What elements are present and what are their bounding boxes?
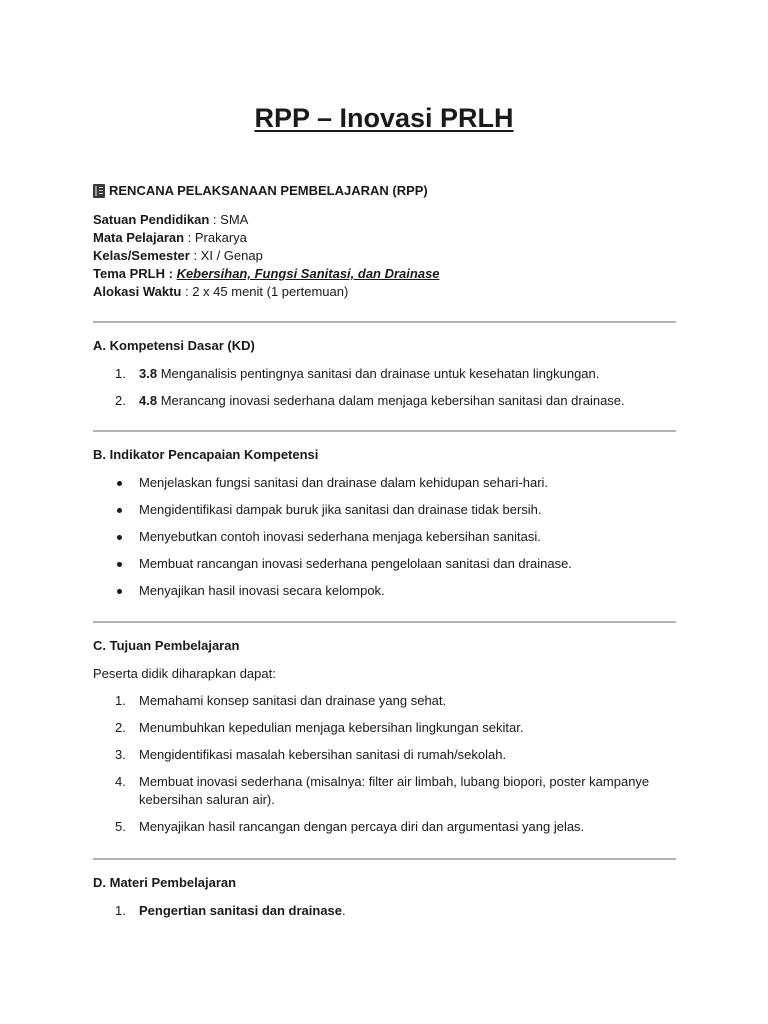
bullet-icon <box>117 535 122 540</box>
section-d-title: D. Materi Pembelajaran <box>93 875 237 890</box>
list-item <box>93 501 676 519</box>
section-b-title: B. Indikator Pencapaian Kompetensi <box>93 447 319 462</box>
section-b-list <box>93 474 676 600</box>
meta-row-kelas <box>93 247 676 265</box>
list-item <box>93 746 676 764</box>
section-divider <box>93 621 676 623</box>
list-item <box>93 582 676 600</box>
mapel-label: Mata Pelajaran <box>93 230 185 245</box>
identity-block <box>93 211 676 301</box>
list-number: 3. <box>115 747 126 762</box>
list-number: 4. <box>115 774 126 789</box>
objective-text: Memahami konsep sanitasi dan drainase yang sehat. <box>139 693 447 708</box>
list-item <box>93 555 676 573</box>
tema-value: Kebersihan, Fungsi Sanitasi, dan Drainase <box>176 266 440 281</box>
list-item <box>93 365 676 383</box>
page-title-text: RPP – Inovasi PRLH <box>254 103 514 133</box>
section-a-title: A. Kompetensi Dasar (KD) <box>93 338 255 353</box>
section-c-intro: Peserta didik diharapkan dapat: <box>93 666 276 681</box>
meta-row-alokasi <box>93 283 676 301</box>
list-item <box>93 392 676 410</box>
alokasi-value: : 2 x 45 menit (1 pertemuan) <box>181 284 349 299</box>
indicator-text: Menyajikan hasil inovasi secara kelompok. <box>139 583 385 598</box>
list-number: 1. <box>115 903 126 918</box>
section-a-list <box>93 365 676 410</box>
list-number: 2. <box>115 720 126 735</box>
indicator-text: Mengidentifikasi dampak buruk jika sanitasi dan drainase tidak bersih. <box>139 502 542 517</box>
material-suffix: . <box>342 903 346 918</box>
bullet-icon <box>117 508 122 513</box>
bullet-icon <box>117 589 122 594</box>
objective-text: Menumbuhkan kepedulian menjaga kebersihan lingkungan sekitar. <box>139 720 524 735</box>
kd-text: Merancang inovasi sederhana dalam menjaga kebersihan sanitasi dan drainase. <box>157 393 625 408</box>
material-text: Pengertian sanitasi dan drainase <box>139 903 343 918</box>
section-d-list <box>93 902 676 920</box>
list-item <box>93 692 676 710</box>
objective-text: Mengidentifikasi masalah kebersihan sanitasi di rumah/sekolah. <box>139 747 507 762</box>
bullet-icon <box>117 562 122 567</box>
tema-label: Tema PRLH <box>93 266 165 281</box>
section-c-title: C. Tujuan Pembelajaran <box>93 638 240 653</box>
meta-row-satuan <box>93 211 676 229</box>
kd-code: 3.8 <box>139 366 158 381</box>
list-item <box>93 474 676 492</box>
indicator-text: Menyebutkan contoh inovasi sederhana menjaga kebersihan sanitasi. <box>139 529 541 544</box>
rpp-heading-text: RENCANA PELAKSANAAN PEMBELAJARAN (RPP) <box>109 183 428 198</box>
mapel-value: : Prakarya <box>184 230 247 245</box>
list-item <box>93 773 676 809</box>
book-icon <box>93 184 105 198</box>
objective-text: Menyajikan hasil rancangan dengan percaya diri dan argumentasi yang jelas. <box>139 819 585 834</box>
section-divider <box>93 321 676 323</box>
kelas-value: : XI / Genap <box>189 248 263 263</box>
list-item <box>93 818 676 836</box>
page-title <box>0 100 768 136</box>
kd-code: 4.8 <box>139 393 158 408</box>
kelas-label: Kelas/Semester <box>93 248 190 263</box>
satuan-value: : SMA <box>209 212 249 227</box>
section-divider <box>93 858 676 860</box>
objective-text: Membuat inovasi sederhana (misalnya: filter air limbah, lubang biopori, poster kampanye kebersihan saluran air). <box>139 774 650 807</box>
list-item <box>93 528 676 546</box>
bullet-icon <box>117 481 122 486</box>
meta-row-mapel <box>93 229 676 247</box>
list-number: 1. <box>115 366 126 381</box>
list-number: 2. <box>115 393 126 408</box>
kd-text: Menganalisis pentingnya sanitasi dan drainase untuk kesehatan lingkungan. <box>157 366 600 381</box>
alokasi-label: Alokasi Waktu <box>93 284 182 299</box>
list-item <box>93 719 676 737</box>
satuan-label: Satuan Pendidikan <box>93 212 210 227</box>
section-c-list <box>93 692 676 836</box>
indicator-text: Menjelaskan fungsi sanitasi dan drainase dalam kehidupan sehari-hari. <box>139 475 549 490</box>
list-item <box>93 902 676 920</box>
list-number: 5. <box>115 819 126 834</box>
indicator-text: Membuat rancangan inovasi sederhana pengelolaan sanitasi dan drainase. <box>139 556 572 571</box>
tema-separator: : <box>165 266 177 281</box>
section-divider <box>93 430 676 432</box>
meta-row-tema <box>93 265 676 283</box>
rpp-heading <box>93 183 676 198</box>
list-number: 1. <box>115 693 126 708</box>
